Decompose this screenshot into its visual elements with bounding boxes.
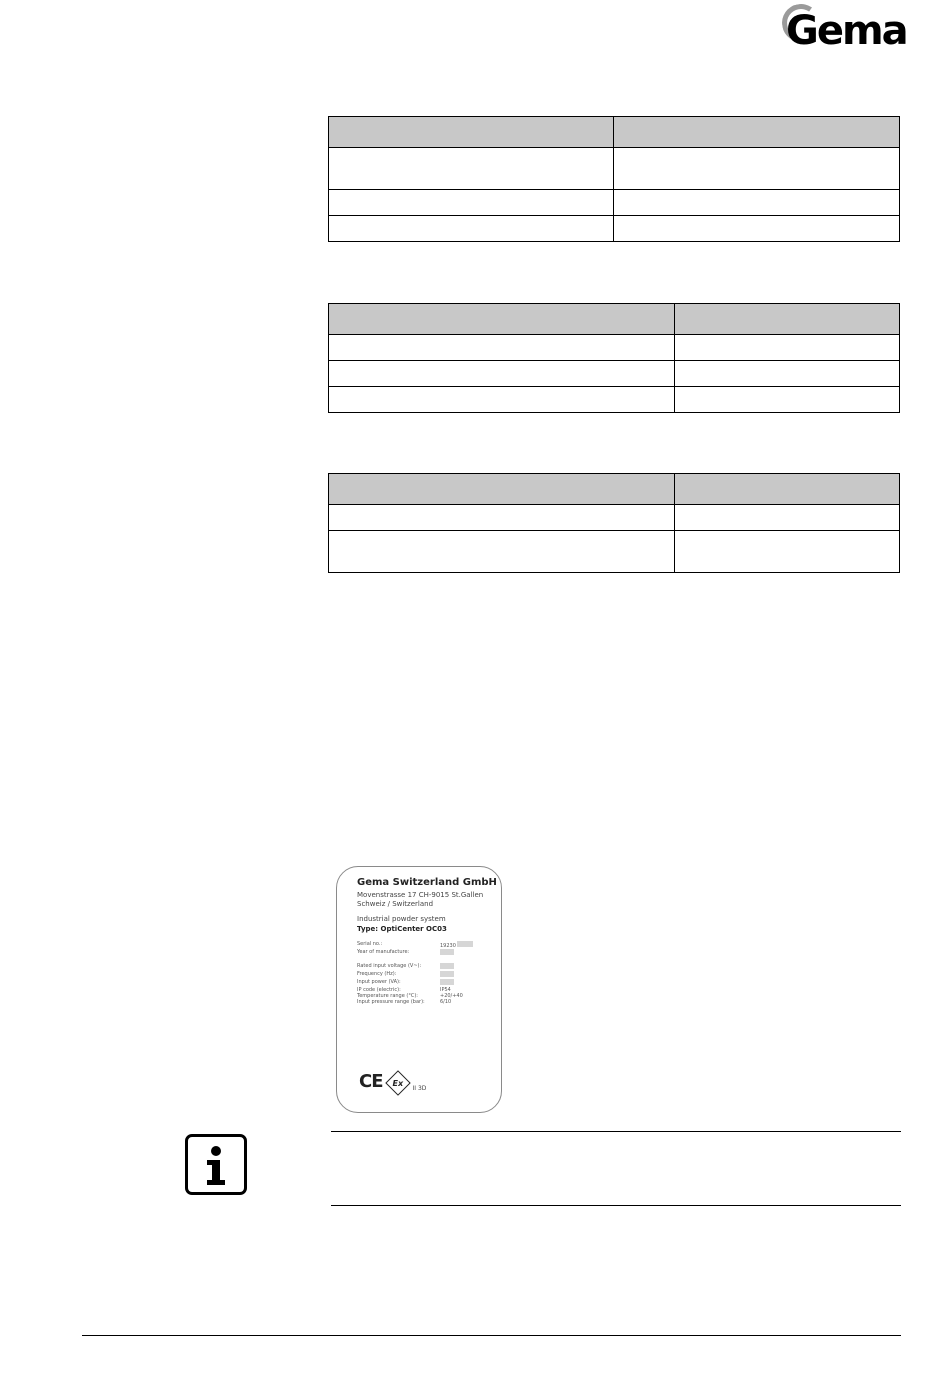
table-header-row — [329, 304, 900, 335]
table-header-cell — [675, 304, 900, 335]
table-row — [329, 505, 900, 531]
plate-field-label: Year of manufacture: — [357, 949, 410, 955]
table-cell — [675, 335, 900, 361]
table-cell — [675, 505, 900, 531]
note-top-rule — [331, 1131, 901, 1132]
plate-field-value — [440, 949, 480, 957]
plate-address-line2: Schweiz / Switzerland — [357, 900, 434, 908]
gema-logo — [780, 4, 905, 52]
rating-plate — [336, 866, 502, 1113]
table-cell — [614, 148, 900, 190]
table-cell — [329, 148, 614, 190]
plate-field-value: IP54 — [440, 987, 451, 993]
table-header-cell — [329, 474, 675, 505]
plate-field-value — [440, 963, 480, 971]
table-header-cell — [329, 117, 614, 148]
plate-field — [357, 971, 501, 979]
plate-field — [357, 963, 501, 971]
table-row — [329, 216, 900, 242]
table-header-cell — [675, 474, 900, 505]
plate-field-value: 6/10 — [440, 999, 452, 1005]
plate-field — [357, 999, 501, 1005]
plate-description: Industrial powder system — [357, 915, 446, 923]
table-row — [329, 190, 900, 216]
info-icon — [185, 1134, 247, 1195]
table-header-cell — [329, 304, 675, 335]
table-row — [329, 531, 900, 573]
plate-field-label: Input pressure range (bar): — [357, 999, 425, 1005]
table-cell — [614, 190, 900, 216]
plate-company: Gema Switzerland GmbH — [357, 877, 497, 888]
plate-field-label: Rated input voltage (V~): — [357, 963, 422, 969]
data-table-3 — [328, 473, 900, 573]
table-header-row — [329, 474, 900, 505]
table-cell — [329, 335, 675, 361]
table-cell — [675, 531, 900, 573]
table-cell — [614, 216, 900, 242]
data-table-2 — [328, 303, 900, 413]
plate-field-value: 19230 — [440, 941, 480, 949]
plate-type: Type: OptiCenter OC03 — [357, 925, 447, 933]
table-row — [329, 361, 900, 387]
table-row — [329, 148, 900, 190]
plate-field-value: +20/+40 — [440, 993, 463, 999]
plate-fields — [357, 941, 501, 1005]
plate-marks — [359, 1071, 426, 1092]
note-bottom-rule — [331, 1205, 901, 1206]
table-row — [329, 335, 900, 361]
plate-address-line1: Movenstrasse 17 CH-9015 St.Gallen — [357, 891, 484, 899]
table-cell — [329, 216, 614, 242]
table-cell — [329, 361, 675, 387]
table-cell — [675, 361, 900, 387]
table-cell — [329, 505, 675, 531]
plate-field-label: Input power (VA): — [357, 979, 401, 985]
plate-field-value — [440, 979, 480, 987]
plate-field-label: Temperature range (°C): — [357, 993, 418, 999]
table-row — [329, 387, 900, 413]
plate-field-label: IP code (electric): — [357, 987, 401, 993]
footer-rule — [82, 1335, 901, 1336]
table-cell — [329, 190, 614, 216]
plate-field-label: Serial no.: — [357, 941, 383, 947]
table-cell — [675, 387, 900, 413]
ex-mark-icon: Ex — [385, 1070, 410, 1095]
ex-class: II 3D — [412, 1085, 427, 1092]
plate-field-label: Frequency (Hz): — [357, 971, 397, 977]
plate-field — [357, 941, 501, 949]
plate-field — [357, 979, 501, 987]
logo-text: Gema — [786, 8, 907, 54]
table-cell — [329, 387, 675, 413]
data-table-1 — [328, 116, 900, 242]
table-cell — [329, 531, 675, 573]
table-header-cell — [614, 117, 900, 148]
ce-mark-icon: CE — [359, 1071, 383, 1092]
table-header-row — [329, 117, 900, 148]
plate-field — [357, 949, 501, 957]
plate-field-value — [440, 971, 480, 979]
